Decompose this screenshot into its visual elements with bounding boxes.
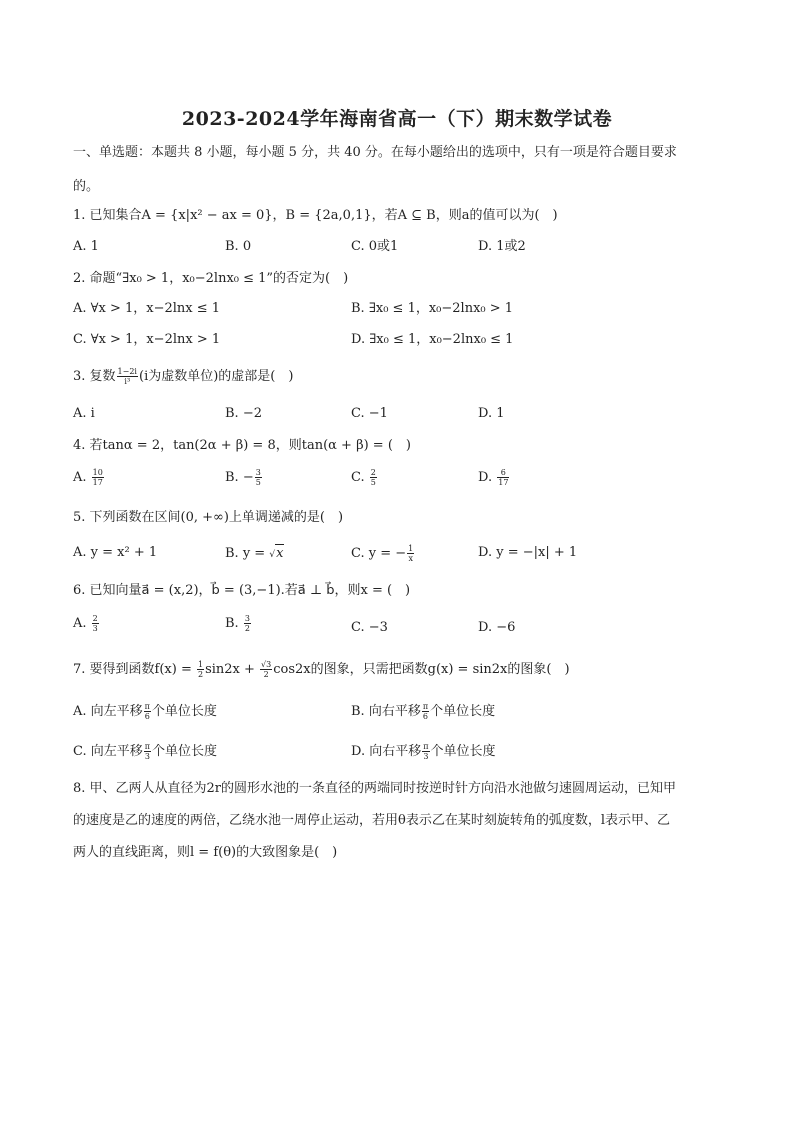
question-7-option-d[interactable]	[351, 742, 496, 761]
option-fraction	[422, 742, 429, 761]
radicand: x	[276, 546, 284, 561]
fraction-denominator: 5	[370, 478, 376, 487]
question-7-option-a[interactable]	[73, 702, 217, 721]
option-text: D. 向右平移	[351, 744, 422, 759]
option-text: A. 向左平移	[73, 704, 143, 719]
question-4-option-c[interactable]	[351, 468, 378, 487]
question-1-option-a[interactable]: A. 1	[73, 239, 99, 254]
question-6-option-a[interactable]	[73, 614, 100, 633]
sqrt-icon: √	[269, 550, 276, 560]
question-7-stem-pre: 7. 要得到函数f(x) =	[73, 662, 196, 677]
fraction-numerator: 1	[408, 544, 414, 553]
fraction-denominator: 6	[144, 712, 150, 721]
option-label: A.	[73, 470, 87, 485]
question-6-option-d[interactable]: D. −6	[478, 620, 516, 635]
fraction-denominator: 2	[197, 670, 204, 679]
fraction-denominator: 2	[244, 624, 250, 633]
fraction-denominator: 3	[92, 624, 98, 633]
question-5-option-c[interactable]	[351, 544, 415, 563]
fraction-numerator: π	[144, 742, 151, 751]
question-2-option-c[interactable]: C. ∀x > 1，x−2lnx > 1	[73, 332, 221, 347]
fraction-numerator: 1−2i	[117, 367, 137, 376]
question-4-option-d[interactable]	[478, 468, 510, 487]
fraction-numerator	[260, 660, 272, 670]
option-fraction	[422, 702, 429, 721]
fraction-denominator: 17	[92, 478, 103, 487]
option-text: C. y = −	[351, 546, 407, 561]
question-1-option-d[interactable]: D. 1或2	[478, 239, 526, 254]
fraction-numerator: π	[144, 702, 150, 711]
question-3-option-b[interactable]: B. −2	[225, 406, 262, 421]
question-7-stem-post: cos2x的图象，只需把函数g(x) = sin2x的图象( )	[273, 662, 570, 677]
fraction-numerator: 10	[92, 468, 103, 477]
option-fraction	[92, 614, 99, 633]
question-8-line-1: 8. 甲、乙两人从直径为2r的圆形水池的一条直径的两端同时按逆时针方向沿水池做匀速圆周运动，已知甲	[73, 781, 677, 796]
question-1-stem: 1. 已知集合A = {x|x² − ax = 0}，B = {2a,0,1}，若A ⊆ B，则a的值可以为( )	[73, 208, 558, 223]
page-title: 2023-2024学年海南省高一（下）期末数学试卷	[181, 108, 613, 130]
option-text-post: 个单位长度	[430, 704, 496, 719]
fraction-denominator: x	[408, 554, 413, 563]
question-4-option-a[interactable]	[73, 468, 105, 487]
question-7-fraction-1	[197, 660, 204, 679]
fraction-denominator: 17	[498, 478, 509, 487]
question-5-option-d[interactable]: D. y = −|x| + 1	[478, 545, 578, 560]
question-7-option-b[interactable]	[351, 702, 495, 721]
question-3-option-d[interactable]: D. 1	[478, 406, 505, 421]
question-2-option-d[interactable]: D. ∃x₀ ≤ 1，x₀−2lnx₀ ≤ 1	[351, 332, 514, 347]
section-heading: 一、单选题：本题共 8 小题，每小题 5 分，共 40 分。在每小题给出的选项中，只有一项是符合题目要求	[73, 145, 677, 160]
fraction-denominator: 3	[423, 752, 429, 761]
option-fraction	[144, 742, 151, 761]
fraction-numerator: 2	[370, 468, 376, 477]
fraction-numerator: 3	[244, 614, 250, 623]
question-3-stem-pre: 3. 复数	[73, 369, 116, 384]
question-7-stem-mid: sin2x +	[205, 662, 260, 677]
option-fraction	[370, 468, 377, 487]
fraction-denominator: 2	[263, 670, 269, 679]
option-text: B. 向右平移	[351, 704, 421, 719]
option-text-post: 个单位长度	[152, 744, 218, 759]
fraction-denominator: i³	[124, 377, 131, 386]
sqrt-icon: √	[261, 660, 267, 669]
question-3-option-a[interactable]: A. i	[73, 406, 95, 421]
option-label: B. −	[225, 470, 254, 485]
question-3-stem-post: (i为虚数单位)的虚部是( )	[139, 369, 294, 384]
option-fraction	[92, 468, 104, 487]
radicand: 3	[266, 660, 272, 669]
question-1-option-c[interactable]: C. 0或1	[351, 239, 399, 254]
option-label: D.	[478, 470, 493, 485]
question-5-stem: 5. 下列函数在区间(0, +∞)上单调递减的是( )	[73, 510, 344, 525]
question-8-line-3: 两人的直线距离，则l = f(θ)的大致图象是( )	[73, 845, 338, 860]
question-6-option-c[interactable]: C. −3	[351, 620, 388, 635]
question-4-option-b[interactable]	[225, 468, 263, 487]
fraction-numerator: 1	[197, 660, 204, 669]
fraction-denominator: 5	[255, 478, 261, 487]
question-3-option-c[interactable]: C. −1	[351, 406, 388, 421]
question-6-stem: 6. 已知向量a⃗ = (x,2)，b⃗ = (3,−1).若a⃗ ⊥ b⃗，则x = ( )	[73, 583, 411, 598]
question-7-option-c[interactable]	[73, 742, 217, 761]
fraction-numerator: 3	[255, 468, 261, 477]
question-7-fraction-2	[260, 660, 272, 679]
question-4-stem: 4. 若tanα = 2，tan(2α + β) = 8，则tan(α + β) = ( )	[73, 438, 411, 453]
question-5-option-a[interactable]: A. y = x² + 1	[73, 545, 158, 560]
question-2-option-a[interactable]: A. ∀x > 1，x−2lnx ≤ 1	[73, 301, 221, 316]
fraction-numerator: π	[423, 742, 429, 751]
option-fraction	[244, 614, 251, 633]
option-text: C. 向左平移	[73, 744, 143, 759]
option-fraction	[497, 468, 509, 487]
question-8-line-2: 的速度是乙的速度的两倍，乙绕水池一周停止运动，若用θ表示乙在某时刻旋转角的弧度数，l表示甲、乙	[73, 813, 670, 828]
option-fraction	[407, 544, 414, 563]
option-text: B. y =	[225, 546, 270, 561]
option-text-post: 个单位长度	[151, 704, 217, 719]
fraction-numerator: 6	[497, 468, 509, 478]
question-3-fraction	[117, 367, 138, 386]
question-6-option-b[interactable]	[225, 614, 252, 633]
fraction-denominator: 6	[422, 712, 428, 721]
fraction-numerator: 2	[92, 614, 98, 623]
fraction-denominator: 3	[144, 752, 150, 761]
option-fraction	[255, 468, 262, 487]
question-1-option-b[interactable]: B. 0	[225, 239, 252, 254]
option-label: A.	[73, 616, 87, 631]
option-label: C.	[351, 470, 365, 485]
option-fraction	[144, 702, 151, 721]
question-3-stem	[73, 367, 293, 386]
option-label: B.	[225, 616, 239, 631]
question-2-option-b[interactable]: B. ∃x₀ ≤ 1，x₀−2lnx₀ > 1	[351, 301, 514, 316]
option-text-post: 个单位长度	[430, 744, 496, 759]
question-7-stem	[73, 660, 570, 679]
section-heading-cont: 的。	[73, 179, 100, 194]
fraction-numerator: π	[422, 702, 429, 711]
question-5-option-b[interactable]	[225, 544, 284, 564]
question-2-stem: 2. 命题“∃x₀ > 1，x₀−2lnx₀ ≤ 1”的否定为( )	[73, 271, 349, 286]
